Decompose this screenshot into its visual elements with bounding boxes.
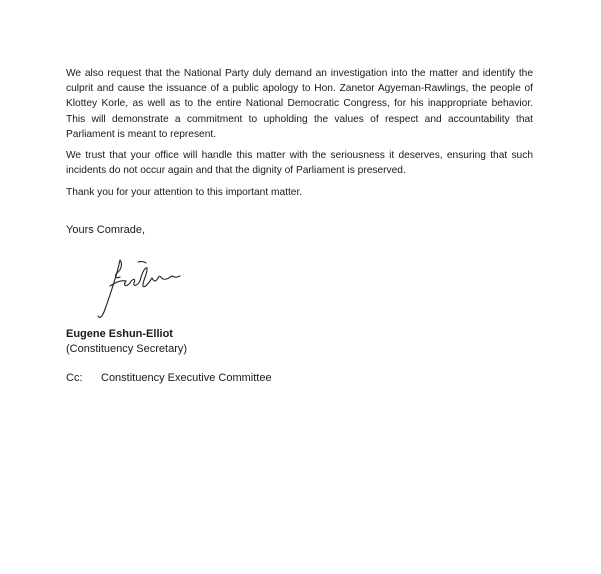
signer-name: Eugene Eshun-Elliot [66,328,173,340]
signer-title: (Constituency Secretary) [66,343,188,355]
signature-icon [90,256,200,322]
body-paragraph-investigation: We also request that the National Party duly demand an investigation into the matter and identify the culprit and cause the issuance of a public apology to Hon. Zanetor Agyeman-Rawlings, the people of Klottey Korle, as well as to the entire National Democratic Congress, for his inappropriate behavior. This will demonstrate a commitment to upholding the values of respect and accountability that Parliament is meant to represent. [66,68,533,140]
cc-label: Cc: [66,372,83,384]
cc-recipient: Constituency Executive Committee [101,372,272,384]
body-paragraph-trust: We trust that your office will handle this matter with the seriousness it deserves, ensuring that such incidents do not occur again and that the dignity of Parliament is preserved. [66,150,533,177]
closing-salutation: Yours Comrade, [66,224,146,236]
body-paragraph-thanks: Thank you for your attention to this important matter. [66,187,303,198]
